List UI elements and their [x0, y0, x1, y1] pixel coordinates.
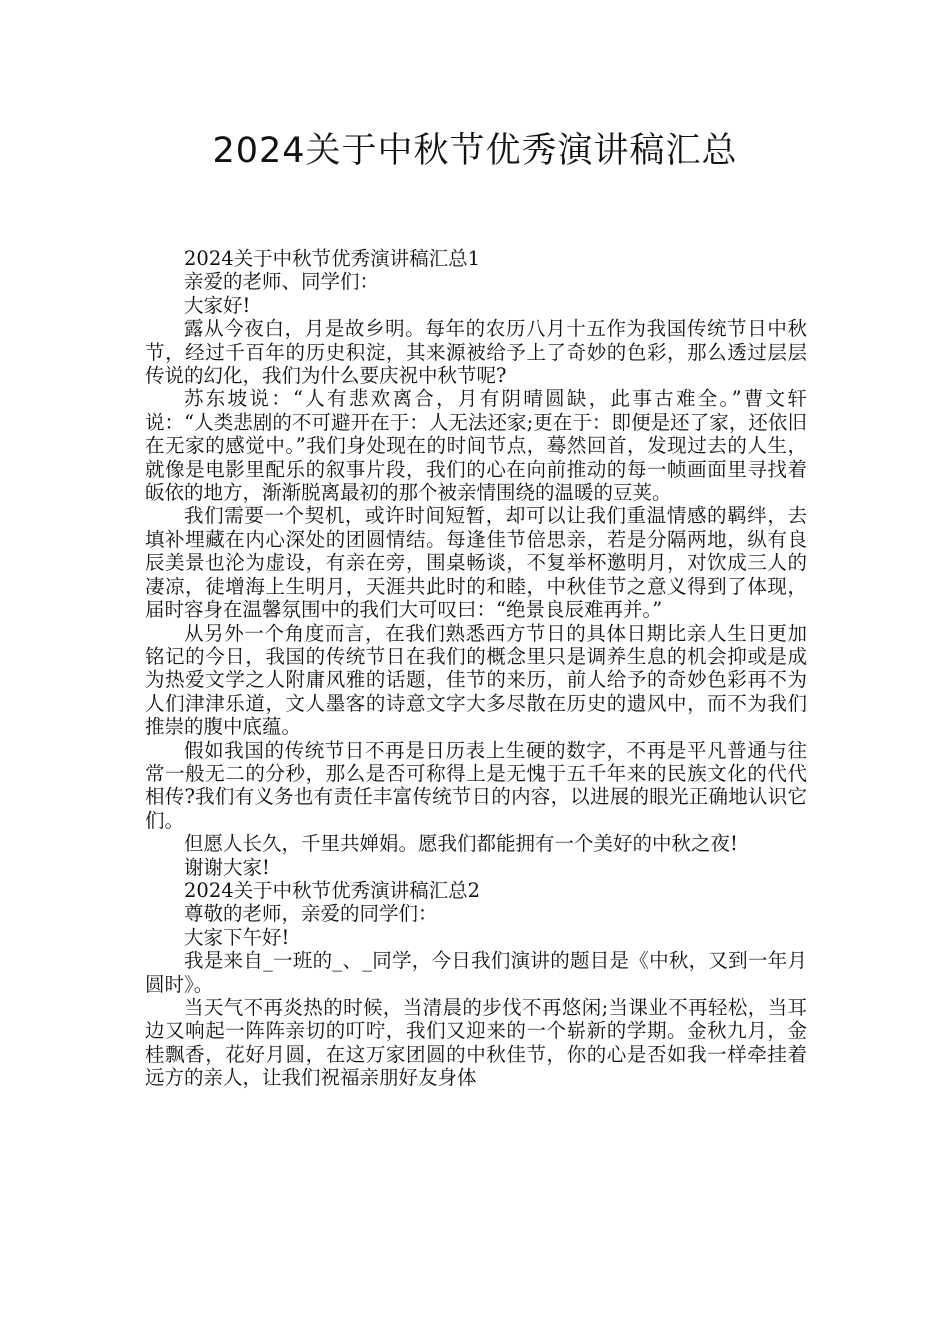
- greeting-line: 亲爱的老师、同学们：: [184, 270, 380, 294]
- document-body: [145, 247, 807, 1090]
- body-paragraph: 当天气不再炎热的时候，当清晨的步伐不再悠闲;当课业不再轻松，当耳边又响起一阵阵亲切的叮咛，我们又迎来的一个崭新的学期。金秋九月，金桂飘香，花好月圆，在这万家团圆的中秋佳节，你的心是否如我一样牵挂着远方的亲人，让我们祝福亲朋好友身体: [145, 996, 807, 1090]
- body-paragraph: 我们需要一个契机，或许时间短暂，却可以让我们重温情感的羁绊，去填补埋藏在内心深处的团圆情结。每逢佳节倍思亲，若是分隔两地，纵有良辰美景也沦为虚设，有亲在旁，围桌畅谈，不复举杯邀明月，对饮成三人的凄凉，徒增海上生明月，天涯共此时的和睦，中秋佳节之意义得到了体现，届时容身在温馨氛围中的我们大可叹曰：“绝景良辰难再并。”: [145, 504, 807, 622]
- document-title: 2024关于中秋节优秀演讲稿汇总: [212, 131, 738, 171]
- speech-heading-1: 2024关于中秋节优秀演讲稿汇总1: [184, 247, 481, 270]
- body-paragraph: 露从今夜白，月是故乡明。每年的农历八月十五作为我国传统节日中秋节，经过千百年的历史积淀，其来源被给予上了奇妙的色彩，那么透过层层传说的幻化，我们为什么要庆祝中秋节呢?: [145, 317, 807, 388]
- body-paragraph: 但愿人长久，千里共婵娟。愿我们都能拥有一个美好的中秋之夜!: [184, 832, 738, 856]
- body-paragraph: 从另外一个角度而言，在我们熟悉西方节日的具体日期比亲人生日更加铭记的今日，我国的传统节日在我们的概念里只是调养生息的机会抑或是成为热爱文学之人附庸风雅的话题，佳节的来历，前人给予的奇妙色彩再不为人们津津乐道，文人墨客的诗意文字大多尽散在历史的遗风中，而不为我们推崇的腹中底蕴。: [145, 621, 807, 739]
- body-paragraph: 假如我国的传统节日不再是日历表上生硬的数字，不再是平凡普通与往常一般无二的分秒，那么是否可称得上是无愧于五千年来的民族文化的代代相传?我们有义务也有责任丰富传统节日的内容，以进展的眼光正确地认识它们。: [145, 738, 807, 832]
- body-paragraph: 苏东坡说：“人有悲欢离合，月有阴晴圆缺，此事古难全。”曹文轩说：“人类悲剧的不可避开在于：人无法还家;更在于：即便是还了家，还依旧在无家的感觉中。”我们身处现在的时间节点，蓦然回首，发现过去的人生，就像是电影里配乐的叙事片段，我们的心在向前推动的每一帧画面里寻找着皈依的地方，渐渐脱离最初的那个被亲情围绕的温暖的豆荚。: [145, 387, 807, 505]
- greeting-line: 大家好!: [184, 293, 251, 317]
- body-paragraph: 我是来自_一班的_、_同学，今日我们演讲的题目是《中秋，又到一年月圆时》。: [145, 949, 807, 996]
- closing-line: 谢谢大家!: [184, 855, 270, 879]
- greeting-line: 大家下午好!: [184, 925, 290, 949]
- speech-heading-2: 2024关于中秋节优秀演讲稿汇总2: [184, 878, 481, 902]
- greeting-line: 尊敬的老师，亲爱的同学们：: [184, 902, 438, 926]
